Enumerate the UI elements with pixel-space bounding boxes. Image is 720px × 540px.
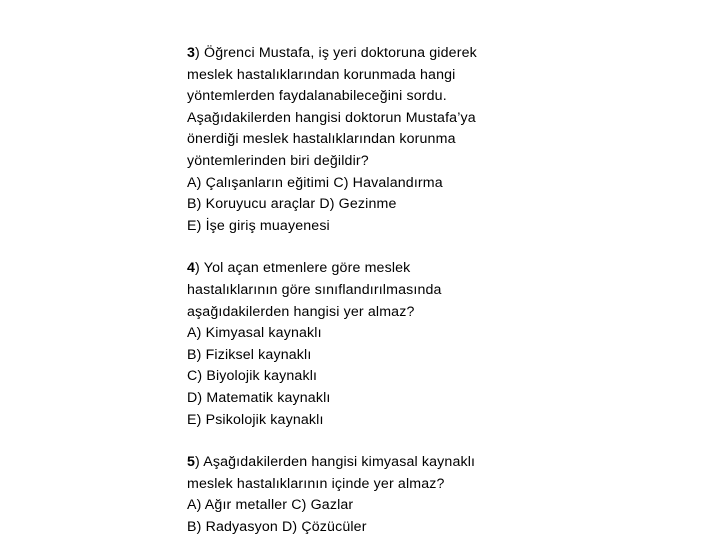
question-stem-line: hastalıklarının göre sınıflandırılmasında (187, 281, 442, 298)
question-stem-line: 3) Öğrenci Mustafa, iş yeri doktoruna giderek (187, 45, 477, 61)
question-stem-line: 5) Aşağıdakilerden hangisi kimyasal kaynaklı (187, 454, 476, 471)
answer-option-line: E) Psikolojik kaynaklı (187, 411, 324, 428)
question-stem-line: meslek hastalıklarının içinde yer almaz? (187, 475, 445, 492)
answer-option-line: B) Radyasyon D) Çözücüler (187, 518, 367, 535)
question-sheet (187, 43, 557, 538)
answer-option-line: A) Ağır metaller C) Gazlar (187, 497, 354, 514)
answer-option-line: C) Biyolojik kaynaklı (187, 368, 318, 385)
answer-option-line: D) Matematik kaynaklı (187, 389, 331, 406)
answer-option-line: E) İşe giriş muayenesi (187, 217, 330, 234)
answer-option-line: B) Fiziksel kaynaklı (187, 346, 312, 363)
question-stem-line: Aşağıdakilerden hangisi doktorun Mustafa’ya (187, 109, 476, 126)
question-3 (187, 43, 557, 237)
question-number: 4 (187, 260, 196, 277)
question-stem-line: aşağıdakilerden hangisi yer almaz? (187, 303, 415, 320)
answer-option-line: B) Koruyucu araçlar D) Gezinme (187, 196, 397, 213)
question-stem-line: önerdiği meslek hastalıklarından korunma (187, 131, 456, 148)
question-stem-line: yöntemlerden faydalanabileceğini sordu. (187, 88, 447, 105)
question-stem-line: yöntemlerinden biri değildir? (187, 152, 369, 169)
question-number: 3 (187, 45, 196, 61)
answer-option-line: A) Kimyasal kaynaklı (187, 325, 322, 342)
answer-option-line: A) Çalışanların eğitimi C) Havalandırma (187, 174, 443, 191)
question-number: 5 (187, 454, 196, 471)
question-5 (187, 452, 557, 538)
question-stem-line: meslek hastalıklarından korunmada hangi (187, 66, 456, 83)
question-stem-line: 4) Yol açan etmenlere göre meslek (187, 260, 411, 277)
question-4 (187, 258, 557, 431)
